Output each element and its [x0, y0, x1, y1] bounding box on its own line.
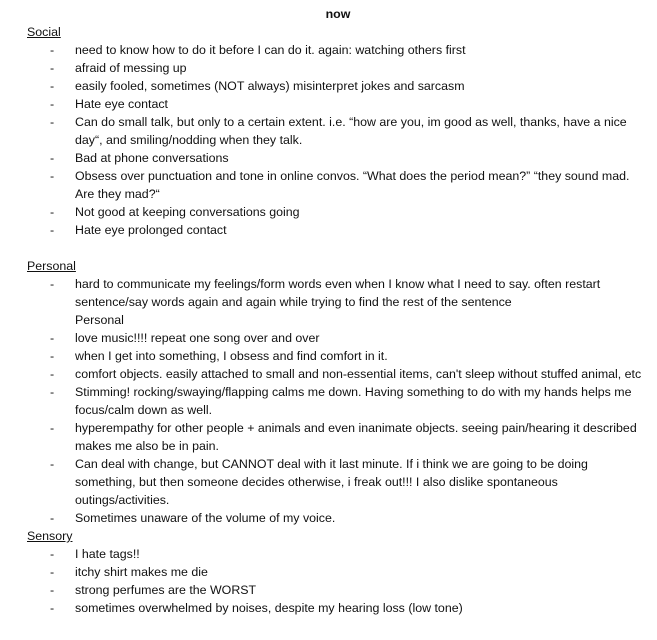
list-item	[0, 329, 645, 347]
list-item	[0, 59, 645, 77]
list-item-text: comfort objects. easily attached to small and non-essential items, can't sleep without stuffed animal, etc	[75, 367, 642, 381]
list-item	[0, 509, 645, 527]
list-item	[0, 545, 645, 563]
list-item-text: afraid of messing up	[75, 61, 187, 75]
list-item	[0, 41, 645, 59]
bullet-dash: -	[50, 385, 55, 399]
section-sensory	[0, 527, 657, 617]
section-heading: Sensory	[27, 529, 73, 543]
list-item-text: Sometimes unaware of the volume of my voice.	[75, 511, 336, 525]
bullet-dash: -	[50, 601, 55, 615]
list-item	[0, 95, 645, 113]
list-item-text: easily fooled, sometimes (NOT always) misinterpret jokes and sarcasm	[75, 79, 465, 93]
list-item-text: hard to communicate my feelings/form words even when I know what I need to say. often restart sentence/say words again and again while trying to find the rest of the sentence Personal	[75, 277, 601, 327]
bullet-dash: -	[50, 205, 55, 219]
bullet-dash: -	[50, 547, 55, 561]
list-item	[0, 365, 645, 383]
section-social	[0, 23, 657, 239]
bullet-dash: -	[50, 583, 55, 597]
sections-container	[0, 23, 657, 617]
list-item-text: Not good at keeping conversations going	[75, 205, 300, 219]
list-item	[0, 383, 645, 419]
list-item	[0, 419, 645, 455]
list-item-text: strong perfumes are the WORST	[75, 583, 257, 597]
bullet-dash: -	[50, 349, 55, 363]
bullet-dash: -	[50, 79, 55, 93]
list-item	[0, 563, 645, 581]
list-item	[0, 599, 645, 617]
list-item-text: itchy shirt makes me die	[75, 565, 208, 579]
bullet-dash: -	[50, 457, 55, 471]
list-item	[0, 581, 645, 599]
list-item	[0, 221, 645, 239]
list-item-text: Stimming! rocking/swaying/flapping calms me down. Having something to do with my hands helps me focus/calm down as well.	[75, 385, 632, 417]
list-item	[0, 203, 645, 221]
bullet-dash: -	[50, 277, 55, 291]
section-spacer	[0, 239, 657, 257]
list-item-text: sometimes overwhelmed by noises, despite my hearing loss (low tone)	[75, 601, 463, 615]
section-heading: Personal	[27, 259, 76, 273]
list-item-text: Can do small talk, but only to a certain extent. i.e. “how are you, im good as well, thanks, have a nice day“, and smiling/nodding when they talk.	[75, 115, 627, 147]
list-item	[0, 275, 645, 329]
bullet-dash: -	[50, 97, 55, 111]
bullet-dash: -	[50, 151, 55, 165]
bullet-dash: -	[50, 367, 55, 381]
bullet-dash: -	[50, 223, 55, 237]
list-item	[0, 149, 645, 167]
bullet-dash: -	[50, 511, 55, 525]
list-item	[0, 347, 645, 365]
list-item-text: Can deal with change, but CANNOT deal with it last minute. If i think we are going to be doing something, but then someone decides otherwise, i freak out!!! I also dislike spontaneous outings/activities.	[75, 457, 588, 507]
list-item-text: Hate eye contact	[75, 97, 168, 111]
list-item	[0, 455, 645, 509]
bullet-dash: -	[50, 565, 55, 579]
document-title: now	[325, 7, 351, 21]
list-item-text: need to know how to do it before I can do it. again: watching others first	[75, 43, 466, 57]
bullet-dash: -	[50, 169, 55, 183]
list-item-text: Bad at phone conversations	[75, 151, 229, 165]
bullet-dash: -	[50, 43, 55, 57]
list-item-text: Hate eye prolonged contact	[75, 223, 227, 237]
list-item	[0, 167, 645, 203]
list-item	[0, 77, 645, 95]
bullet-dash: -	[50, 331, 55, 345]
section-personal	[0, 257, 657, 527]
bullet-dash: -	[50, 421, 55, 435]
bullet-dash: -	[50, 115, 55, 129]
list-item-text: I hate tags!!	[75, 547, 140, 561]
bullet-dash: -	[50, 61, 55, 75]
list-item-text: love music!!!! repeat one song over and over	[75, 331, 320, 345]
list-item-text: hyperempathy for other people + animals and even inanimate objects. seeing pain/hearing it described makes me also be in pain.	[75, 421, 637, 453]
list-item-text: Obsess over punctuation and tone in online convos. “What does the period mean?” “they sound mad. Are they mad?“	[75, 169, 630, 201]
list-item	[0, 113, 645, 149]
list-item-text: when I get into something, I obsess and find comfort in it.	[75, 349, 388, 363]
section-heading: Social	[27, 25, 61, 39]
